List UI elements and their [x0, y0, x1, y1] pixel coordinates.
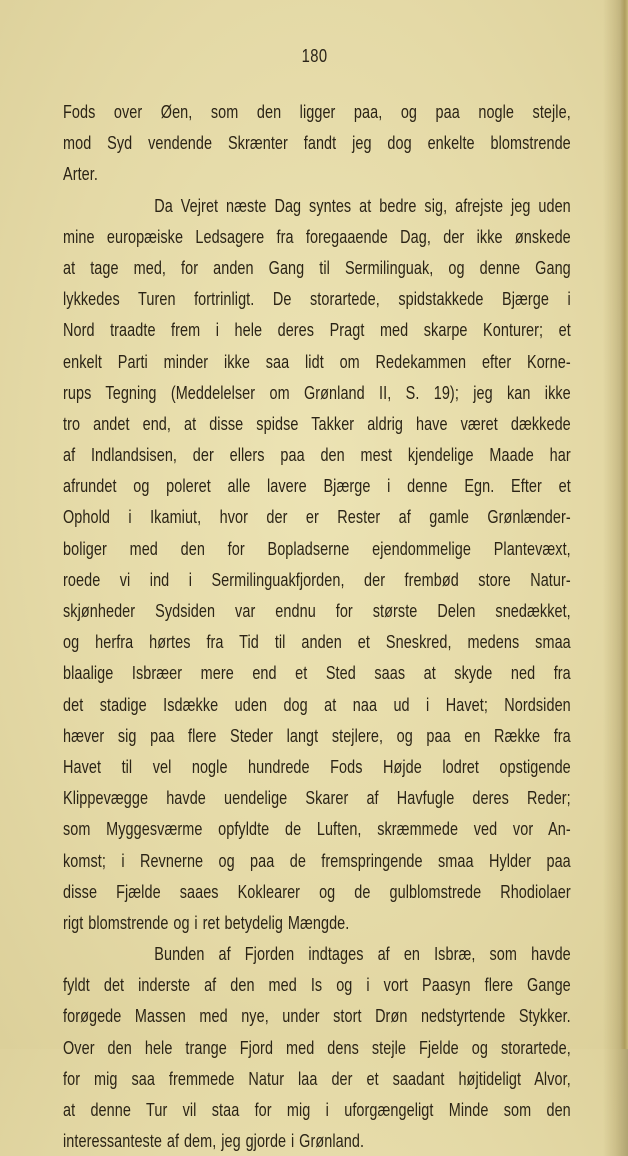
paragraph-3 [63, 938, 571, 1156]
text-line: af Indlandsisen, der ellers paa den mest kjendelige Maade har [63, 444, 571, 466]
text-line: fyldt det inderste af den med Is og i vort Paasyn flere Gange [63, 974, 571, 996]
text-line: tro andet end, at disse spidse Takker aldrig have været dækkede [63, 412, 571, 434]
text-line: og herfra hørtes fra Tid til anden et Sneskred, medens smaa [63, 631, 571, 653]
text-line: Nord traadte frem i hele deres Pragt med skarpe Konturer; et [63, 319, 571, 341]
text-line: Ophold i Ikamiut, hvor der er Rester af gamle Grønlænder- [63, 506, 571, 528]
text-line: Havet til vel nogle hundrede Fods Højde lodret opstigende [63, 755, 571, 777]
text-line: skjønheder Sydsiden var endnu for største Delen snedækket, [63, 600, 571, 621]
text-line: blaalige Isbræer mere end et Sted saas at skyde ned fra [63, 662, 571, 684]
text-line: Klippevægge havde uendelige Skarer af Havfugle deres Reder; [63, 787, 571, 809]
text-line: Fods over Øen, som den ligger paa, og paa nogle stejle, [63, 101, 571, 122]
text-line: Arter. [63, 163, 98, 185]
text-line: komst; i Revnerne og paa de fremspringende smaa Hylder paa [63, 849, 571, 871]
text-line: Bunden af Fjorden indtages af en Isbræ, som havde [154, 943, 571, 965]
body-text [63, 96, 571, 1156]
text-line: rups Tegning (Meddelelser om Grønland II, S. 19); jeg kan ikke [63, 381, 571, 403]
text-line: roede vi ind i Sermilinguakfjorden, der frembød store Natur- [63, 568, 571, 590]
text-line: hæver sig paa flere Steder langt stejlere, og paa en Række fra [63, 724, 571, 746]
text-line: Over den hele trange Fjord med dens stejle Fjelde og storartede, [63, 1036, 571, 1058]
text-line: for mig saa fremmede Natur laa der et saadant højtideligt Alvor, [63, 1067, 571, 1089]
page-edge-shadow [620, 0, 628, 1049]
text-line: rigt blomstrende og i ret betydelig Mængde. [63, 911, 350, 933]
text-line: at tage med, for anden Gang til Sermilinguak, og denne Gang [63, 256, 571, 278]
text-line: at denne Tur vil staa for mig i uforgængeligt Minde som den [63, 1099, 571, 1120]
text-line: forøgede Massen med nye, under stort Drøn nedstyrtende Stykker. [63, 1005, 571, 1027]
text-line: disse Fjælde saaes Koklearer og de gulblomstrede Rhodiolaer [63, 880, 571, 902]
paragraph-2 [63, 190, 571, 939]
text-line: afrundet og poleret alle lavere Bjærge i denne Egn. Efter et [63, 475, 571, 497]
page-number: 180 [301, 46, 328, 66]
text-line: boliger med den for Bopladserne ejendommelige Plantevæxt, [63, 537, 571, 559]
text-line: interessanteste af dem, jeg gjorde i Grønland. [63, 1130, 365, 1152]
text-line: Da Vejret næste Dag syntes at bedre sig, afrejste jeg uden [154, 194, 571, 216]
text-line: mine europæiske Ledsagere fra foregaaende Dag, der ikke ønskede [63, 225, 571, 247]
text-line: som Myggesværme opfyldte de Luften, skræmmede ved vor An- [63, 818, 571, 840]
text-line: lykkedes Turen fortrinligt. De storartede, spidstakkede Bjærge i [63, 288, 571, 310]
paragraph-1 [63, 96, 571, 190]
text-line: mod Syd vendende Skrænter fandt jeg dog enkelte blomstrende [63, 132, 571, 154]
text-line: enkelt Parti minder ikke saa lidt om Redekammen efter Korne- [63, 350, 571, 372]
text-line: det stadige Isdække uden dog at naa ud i Havet; Nordsiden [63, 693, 571, 715]
